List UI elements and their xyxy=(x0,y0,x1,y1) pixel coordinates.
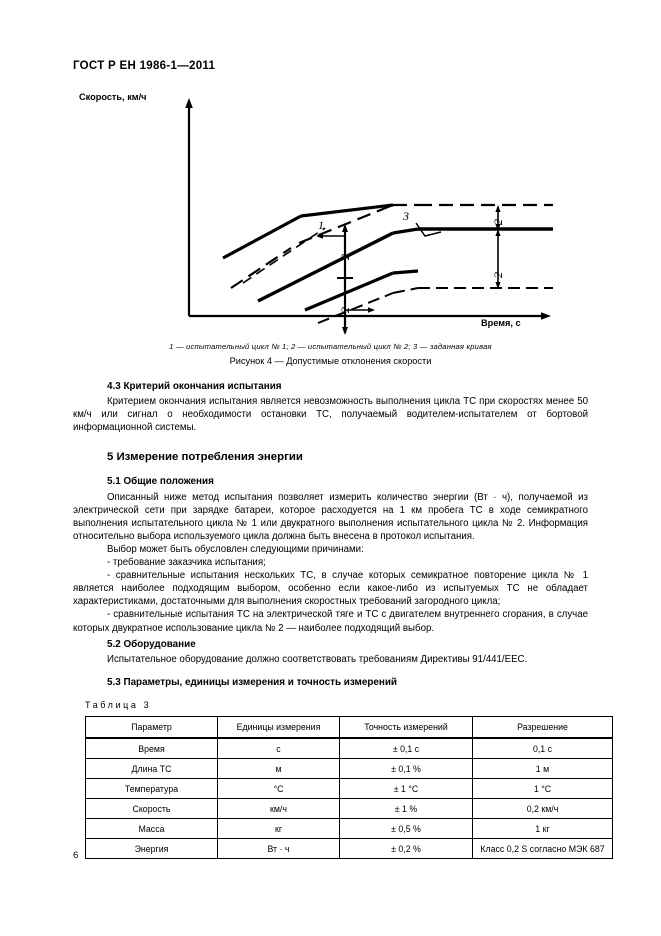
paragraph-5-2: Испытательное оборудование должно соответствовать требованиям Директивы 91/441/ЕЕС. xyxy=(107,653,528,665)
cell-parameter: Энергия xyxy=(86,839,218,859)
y-axis-arrowhead xyxy=(185,98,193,108)
upper-envelope-segment-a xyxy=(231,248,291,288)
cell-units: °С xyxy=(218,779,340,799)
target-curve-transition xyxy=(393,229,418,233)
column-header-parameter: Параметр xyxy=(86,717,218,739)
y-axis-label: Скорость, км/ч xyxy=(79,92,147,102)
lower-envelope-knee xyxy=(393,288,418,293)
cell-resolution: Класс 0,2 S согласно МЭК 687 xyxy=(473,839,613,859)
cell-resolution: 1 м xyxy=(473,759,613,779)
tolerance-bar-right-upper-arrow-top xyxy=(495,205,500,212)
x-axis-arrowhead xyxy=(541,312,551,320)
paragraph-5-1-leadin: Выбор может быть обусловлен следующими причинами: xyxy=(107,543,364,555)
cell-resolution: 1 кг xyxy=(473,819,613,839)
table-row xyxy=(86,799,613,819)
callout-lower-arrowhead xyxy=(368,307,375,313)
table-row xyxy=(86,839,613,859)
list-item: - сравнительные испытания нескольких ТС, в случае которых семикратное повторение цикла № 1 является наиболее подходящим выбором, особенно если какое-либо из испытуемых ТС не обладает характеристиками, достаточными для выполнения скоростных требований загородного цикла; xyxy=(73,570,588,608)
table-3-block xyxy=(85,700,615,859)
figure-4-speed-tolerance xyxy=(73,88,588,338)
table-row xyxy=(86,819,613,839)
heading-5-1: 5.1 Общие положения xyxy=(107,476,214,488)
lower-solid-band-knee xyxy=(393,271,418,273)
cell-resolution: 0,1 с xyxy=(473,738,613,759)
callout-label-1: 1 xyxy=(318,218,324,232)
heading-5: 5 Измерение потребления энергии xyxy=(107,451,303,464)
lower-envelope-ramp xyxy=(318,293,393,323)
table-row xyxy=(86,759,613,779)
table-label: Таблица 3 xyxy=(85,700,152,710)
cell-accuracy: ± 1 °С xyxy=(340,779,473,799)
spacer xyxy=(73,434,588,451)
cell-units: км/ч xyxy=(218,799,340,819)
figure-caption: Рисунок 4 — Допустимые отклонения скорости xyxy=(229,356,432,366)
cell-accuracy: ± 0,1 с xyxy=(340,738,473,759)
cell-parameter: Температура xyxy=(86,779,218,799)
figure-4-svg xyxy=(73,88,588,338)
cell-parameter: Время xyxy=(86,738,218,759)
cell-accuracy: ± 0,1 % xyxy=(340,759,473,779)
paragraph-5-1: Описанный ниже метод испытания позволяет измерить количество энергии (Вт · ч), получаемой из электрической сети при зарядке батареи, которое расходуется на 1 км пробега ТС в ходе семикратного выполнения испытательного цикла № 1 или двукратного выполнения испытательного цикла № 2. Информация относительно выбора используемого цикла должна быть внесена в протокол испытания. xyxy=(73,491,588,542)
cell-resolution: 0,2 км/ч xyxy=(473,799,613,819)
document-header: ГОСТ Р ЕН 1986-1—2011 xyxy=(73,60,216,72)
callout-label-3: 3 xyxy=(403,209,409,223)
table-row xyxy=(86,779,613,799)
paragraph-4-3: Критерием окончания испытания является невозможность выполнения цикла ТС при скоростях менее 50 км/ч или сигнал о необходимости остановки ТС, получаемый водителем-испытателем от бортовой информационной системы. xyxy=(73,396,588,434)
cell-accuracy: ± 0,2 % xyxy=(340,839,473,859)
heading-5-2: 5.2 Оборудование xyxy=(107,638,196,650)
parameters-table xyxy=(85,716,613,859)
table-header-row xyxy=(86,717,613,739)
cell-units: Вт · ч xyxy=(218,839,340,859)
list-item: - требование заказчика испытания; xyxy=(107,557,266,569)
callout-label-2-a: 2 xyxy=(338,254,352,260)
callout-label-2-d: 2 xyxy=(491,272,505,278)
heading-5-3: 5.3 Параметры, единицы измерения и точность измерений xyxy=(107,677,397,688)
x-axis-label: Время, с xyxy=(481,318,521,328)
callout-label-2-b: 2 xyxy=(338,307,352,313)
cell-units: м xyxy=(218,759,340,779)
tolerance-bar-left-arrow-bottom xyxy=(342,327,348,335)
cell-accuracy: ± 1 % xyxy=(340,799,473,819)
cell-resolution: 1 °С xyxy=(473,779,613,799)
cell-accuracy: ± 0,5 % xyxy=(340,819,473,839)
cell-parameter: Масса xyxy=(86,819,218,839)
column-header-resolution: Разрешение xyxy=(473,717,613,739)
page-number: 6 xyxy=(73,850,79,861)
callout-label-2-c: 2 xyxy=(491,219,505,225)
cell-parameter: Длина ТС xyxy=(86,759,218,779)
figure-legend: 1 — испытательный цикл № 1; 2 — испытательный цикл № 2; 3 — заданная кривая xyxy=(169,342,492,351)
column-header-units: Единицы измерения xyxy=(218,717,340,739)
document-body xyxy=(73,380,588,666)
column-header-accuracy: Точность измерений xyxy=(340,717,473,739)
target-curve-ramp xyxy=(258,233,393,301)
cell-units: с xyxy=(218,738,340,759)
cell-parameter: Скорость xyxy=(86,799,218,819)
list-item: - сравнительные испытания ТС на электрической тяге и ТС с двигателем внутреннего сгорания, в случае которых двукратное использование цикла № 2 — наиболее подходящий выбор. xyxy=(73,609,588,634)
spacer xyxy=(73,464,588,475)
heading-4-3: 4.3 Критерий окончания испытания xyxy=(107,381,282,392)
table-row xyxy=(86,738,613,759)
cell-units: кг xyxy=(218,819,340,839)
